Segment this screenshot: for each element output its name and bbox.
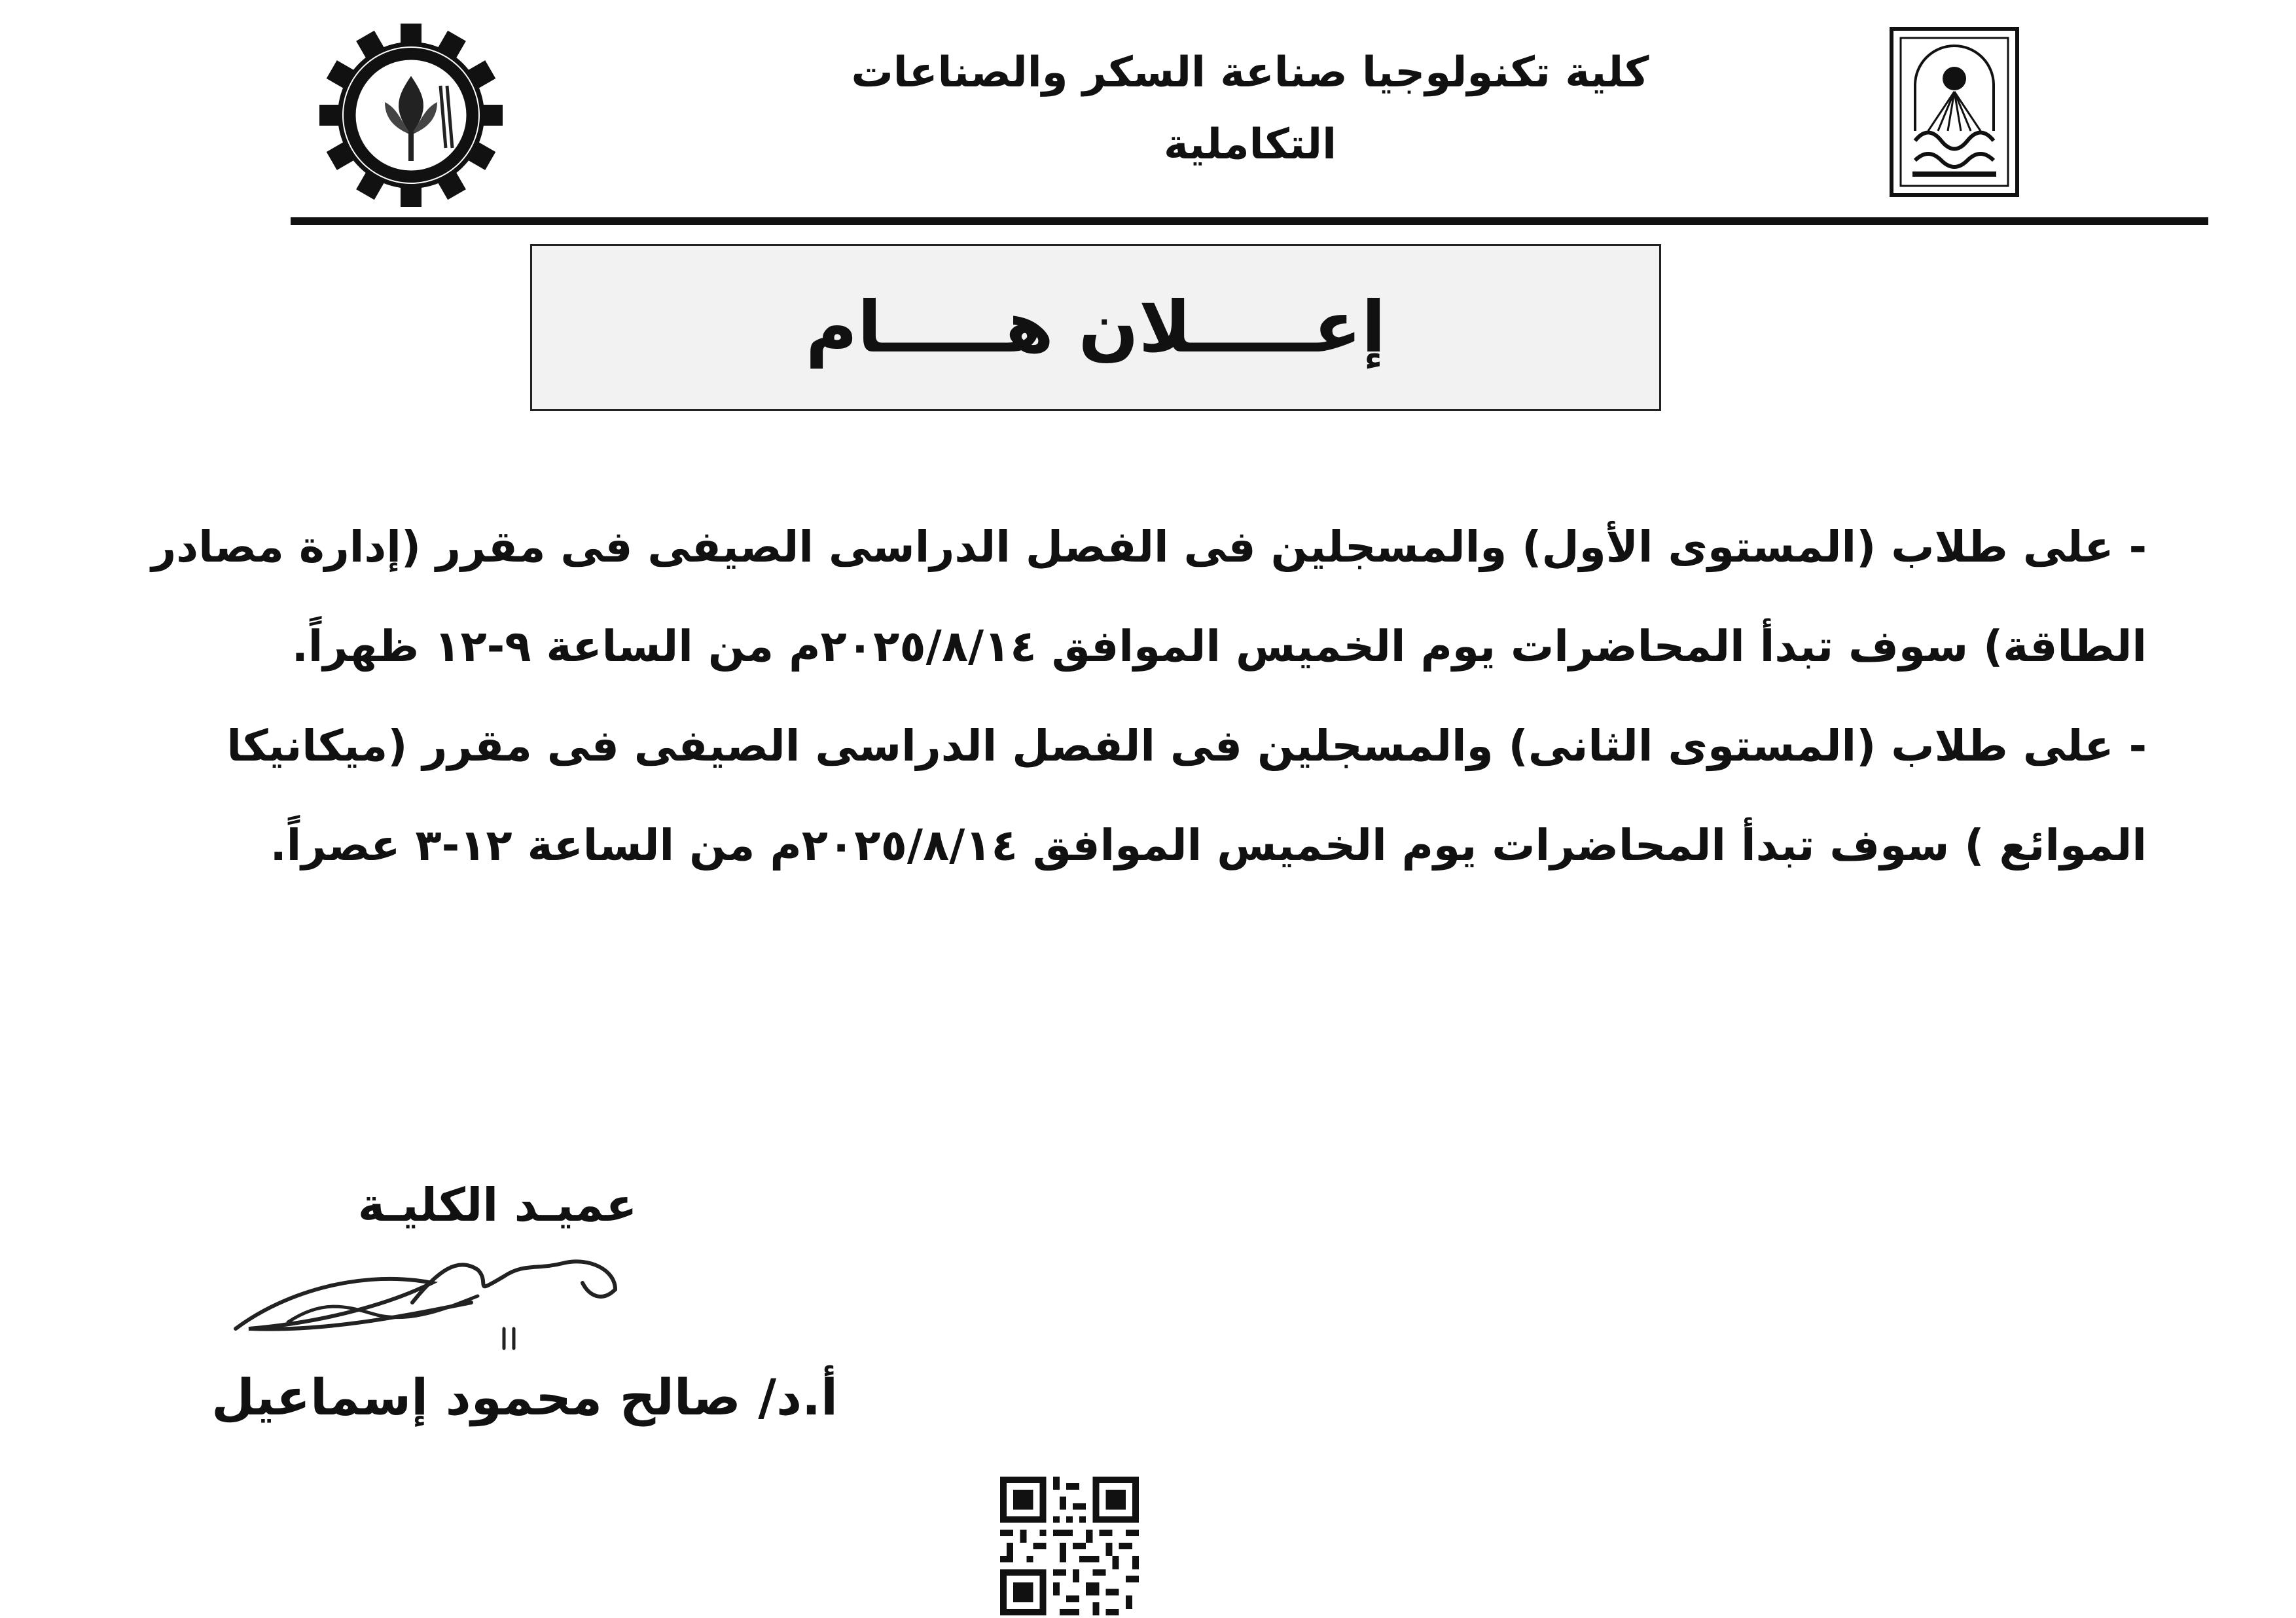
handwritten-signature (196, 1231, 641, 1375)
header-divider (291, 217, 2208, 225)
assiut-university-emblem-icon (1889, 26, 2020, 198)
dean-title: عميـد الكليـة (357, 1178, 637, 1232)
qr-code-icon[interactable] (1000, 1477, 1139, 1615)
faculty-gear-seal-icon (319, 24, 503, 207)
paragraph-level-one: - على طلاب (المستوى الأول) والمسجلين فى الفصل الدراسى الصيفى فى مقرر (إدارة مصادر الطاقة) سوف تبدأ المحاضرات يوم الخميس الموافق ٢٠٢٥/٨/١٤م من الساعة ٩-١٢ ظهراً. (151, 522, 2147, 672)
announcement-title: إعـــــلان هـــــام (805, 287, 1386, 369)
paragraph-level-two: - على طلاب (المستوى الثانى) والمسجلين فى الفصل الدراسى الصيفى فى مقرر (ميكانيكا الموائع ) سوف تبدأ المحاضرات يوم الخميس الموافق ٢٠٢٥/٨/١٤م من الساعة ١٢-٣ عصراً. (226, 721, 2147, 871)
announcement-title-box (530, 244, 1661, 411)
announcement-body (118, 497, 2147, 895)
faculty-name: كلية تكنولوجيا صناعة السكر والصناعات التكاملية (851, 48, 1649, 169)
dean-name: أ.د/ صالح محمود إسماعيل (211, 1368, 838, 1426)
